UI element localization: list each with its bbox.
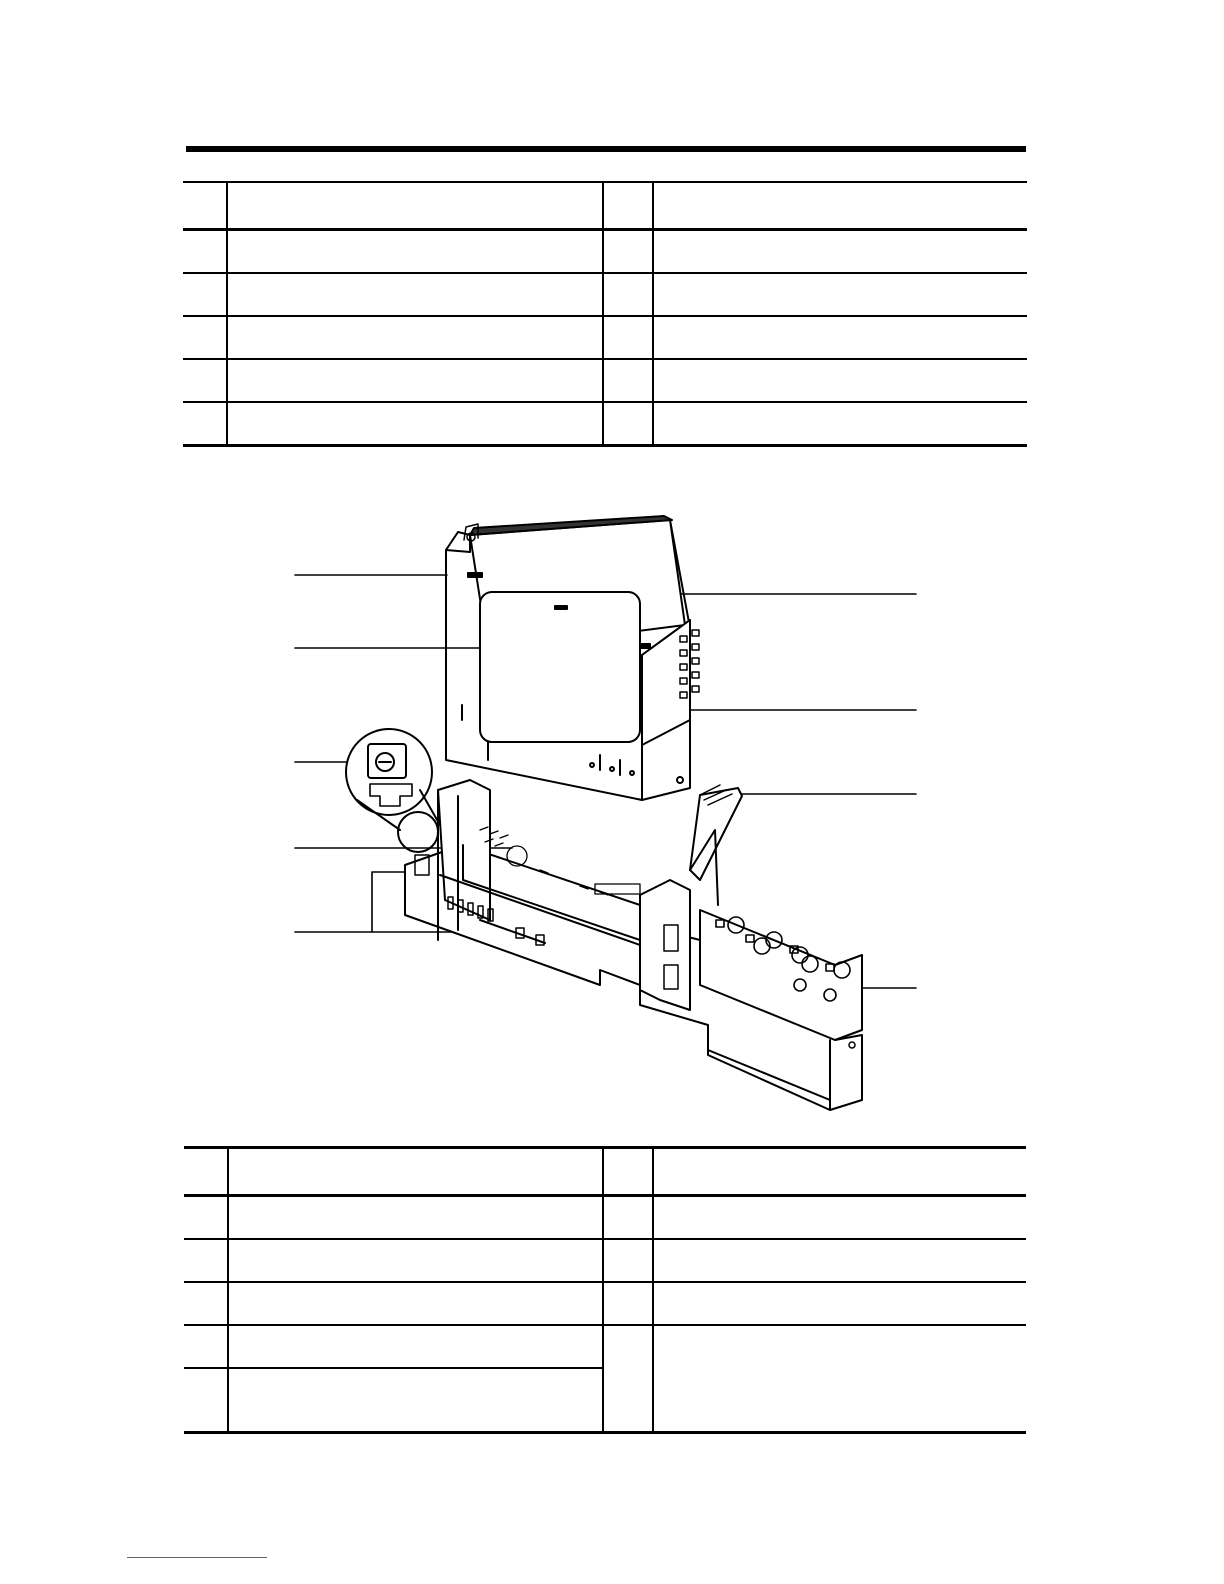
header-cell [603,1148,653,1196]
table-cell [603,359,653,402]
table-cell [184,1196,228,1240]
table-cell [227,316,603,359]
table-cell [228,1196,603,1240]
table-cell [603,230,653,274]
table-row [183,402,1027,446]
table-cell [228,1282,603,1325]
table-cell [227,230,603,274]
table-cell [653,230,1027,274]
table-row [183,273,1027,316]
table-cell [228,1239,603,1282]
table-header-row [184,1148,1026,1196]
table-row [184,1239,1026,1282]
mounting-base [405,780,862,1110]
header-cell [184,1148,228,1196]
table-cell [603,1325,653,1433]
table-cell [653,1325,1026,1433]
table-cell [603,1196,653,1240]
table-row [183,316,1027,359]
table-cell [227,402,603,446]
table-cell [184,1282,228,1325]
callout-leaders [295,575,916,988]
header-cell [227,182,603,230]
table-cell [603,273,653,316]
table-cell [184,1325,228,1368]
table-cell [228,1325,603,1368]
table-cell [653,273,1027,316]
table-cell [227,359,603,402]
header-cell [653,1148,1026,1196]
legend-table-top [183,181,1027,447]
table-cell [653,402,1027,446]
table-cell [653,1282,1026,1325]
io-module [446,516,699,800]
table-cell [653,359,1027,402]
header-cell [653,182,1027,230]
table-cell [603,316,653,359]
table-cell [603,1239,653,1282]
table-cell [653,1239,1026,1282]
top-heading-rule [186,146,1026,152]
table-cell [184,1239,228,1282]
header-cell [603,182,653,230]
table-row [184,1282,1026,1325]
table-cell [183,316,227,359]
table-row [184,1325,1026,1368]
footer-link-underline[interactable] [127,1557,267,1558]
table-cell [184,1368,228,1433]
callout-bracket [372,872,440,932]
legend-table-bottom [184,1146,1026,1434]
keyswitch-inset [346,729,440,852]
header-cell [183,182,227,230]
table-cell [183,402,227,446]
table-row [183,230,1027,274]
table-cell [653,316,1027,359]
table-header-row [183,182,1027,230]
table-cell [228,1368,603,1433]
header-cell [228,1148,603,1196]
table-cell [183,359,227,402]
table-cell [653,1196,1026,1240]
table-cell [603,402,653,446]
table-cell [227,273,603,316]
table-cell [183,230,227,274]
table-row [183,359,1027,402]
table-cell [603,1282,653,1325]
table-row [184,1196,1026,1240]
table-cell [183,273,227,316]
